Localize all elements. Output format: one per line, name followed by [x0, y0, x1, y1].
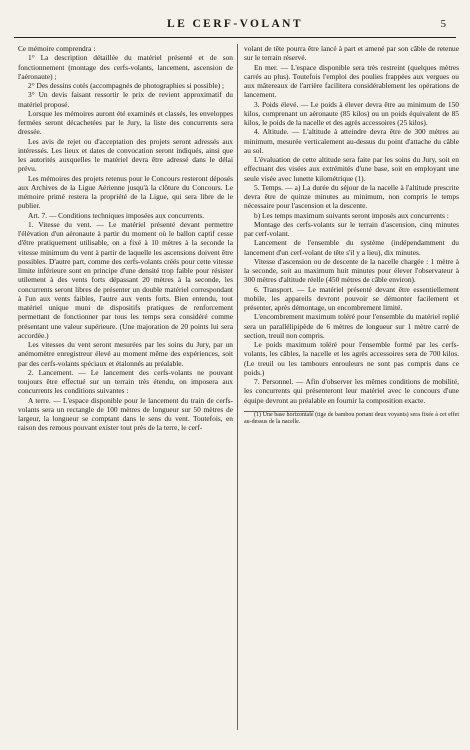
- paragraph: L'encombrement maximum toléré pour l'ensemble du matériel replié sera un parallélipipède de 6 mètres de longueur sur 1 mètre carré de section, treuil non compris.: [244, 312, 459, 340]
- paragraph: 5. Temps. — a) La durée du séjour de la nacelle à l'altitude prescrite devra être de quinze minutes au minimum, non compris le temps nécessaire pour l'ascension et la descente.: [244, 182, 459, 211]
- left-column: [18, 44, 233, 736]
- paragraph: 4. Altitude. — L'altitude à atteindre devra être de 300 mètres au minimum, mesurée verticalement au-dessus du point d'attache du câble au sol.: [244, 127, 459, 155]
- paragraph: 3. Poids élevé. — Le poids à élever devra être au minimum de 150 kilos, comprenant un aéronaute (85 kilos) ou un poids équivalent de 85 kilos, le poids de la nacelle et des agrès accessoires (25 kilos).: [244, 99, 459, 127]
- paragraph: En mer. — L'espace disponible sera très restreint (quelques mètres carrés au plus). Toutefois l'emploi des poulies frappées aux vergues ou aux mâtereaux de l'arrière facilitera considérablement les opérations de lancement.: [244, 62, 459, 100]
- paragraph: Montage des cerfs-volants sur le terrain d'ascension, cinq minutes par cerf-volant.: [244, 219, 459, 238]
- paragraph: 2. Lancement. — Le lancement des cerfs-volants ne pouvant toujours être effectué sur un terrain très étendu, on imposera aux concurrents les conditions suivantes :: [18, 367, 233, 396]
- page-number: 5: [440, 18, 446, 30]
- running-header: [14, 18, 456, 32]
- paragraph: Lancement de l'ensemble du système (indépendamment du lancement d'un cerf-volant de tête s'il y a lieu), dix minutes.: [244, 238, 459, 257]
- paragraph: Lorsque les mémoires auront été examinés et classés, les enveloppes fermées seront décachetées par le Jury, la liste des concurrents sera dressée.: [18, 108, 233, 137]
- article-heading: Art. 7. — Conditions techniques imposées aux concurrents.: [28, 210, 205, 220]
- right-column: [244, 44, 459, 736]
- paragraph: 1° La description détaillée du matériel présenté et de son fonctionnement (montage des cerfs-volants, lancement, ascension de l'aéronaute) ;: [18, 53, 233, 81]
- running-title: LE CERF-VOLANT: [167, 18, 303, 30]
- paragraph: volant de tête pourra être lancé à part et amené par son câble de retenue sur le terrain réservé.: [244, 44, 459, 63]
- footnote: (1) Une base horizontale (tige de bambou portant deux voyants) sera fixée à cet effet au-dessus de la nacelle.: [244, 411, 459, 426]
- paragraph: b) Les temps maximum suivants seront imposés aux concurrents :: [254, 210, 449, 220]
- paragraph: Ce mémoire comprendra :: [18, 44, 96, 53]
- paragraph: Les vitesses du vent seront mesurées par les soins du Jury, par un anémomètre enregistreur élevé au moment même des expériences, soit par des cerfs-volants spéciaux et étalonnés au préalable.: [18, 340, 233, 368]
- paragraph: Vitesse d'ascension ou de descente de la nacelle chargée : 1 mètre à la seconde, soit au maximum huit minutes pour élever l'observateur à 300 mètres d'altitude réelle (450 mètres de câble environ).: [244, 256, 459, 285]
- paragraph: 6. Transport. — Le matériel présenté devant être essentiellement mobile, les appareils devront pouvoir se démonter facilement et présenter, après démontage, un encombrement limité.: [244, 284, 459, 312]
- paragraph: Les avis de rejet ou d'acceptation des projets seront adressés aux intéressés. Les lieux et dates de convocation seront indiqués, ainsi que les autorités auxquelles le matériel devra être adressé dans le délai prévu.: [18, 136, 233, 174]
- paragraph: Le poids maximum toléré pour l'ensemble formé par les cerfs-volants, les câbles, la nacelle et les agrès accessoires sera de 700 kilos. (Le treuil ou les tambours enrouleurs ne sont pas compris dans ce poids.): [244, 340, 459, 377]
- paragraph: L'évaluation de cette altitude sera faite par les soins du Jury, soit en effectuant des visées aux extrémités d'une base, soit en employant une seule visée avec lunette kilométrique (1).: [244, 155, 459, 183]
- paragraph: 2° Des dessins cotés (accompagnés de photographies si possible) ;: [28, 81, 225, 90]
- paragraph: 3° Un devis faisant ressortir le prix de revient approximatif du matériel proposé.: [18, 90, 233, 109]
- paragraph: A terre. — L'espace disponible pour le lancement du train de cerfs-volants sera un rectangle de 100 mètres de longueur sur 50 mètres de largeur, la longueur se comptant dans le sens du vent. Toutefois, en raison des remous pouvant exister tout près de la terre, le cerf-: [18, 395, 233, 433]
- column-divider: [237, 44, 238, 730]
- paragraph: 7. Personnel. — Afin d'observer les mêmes conditions de mobilité, les concurrents qui présenteront leur matériel avec le concours d'une équipe devront au préalable en fournir la composition exacte.: [244, 377, 459, 405]
- paragraph: Les mémoires des projets retenus pour le Concours resteront déposés aux Archives de la Ligue Aérienne jusqu'à la clôture du Concours. Le mémoire primé restera la propriété de la Ligue, qui sera libre de le publier.: [18, 173, 233, 211]
- header-rule: [14, 37, 456, 38]
- paragraph: 1. Vitesse du vent. — Le matériel présenté devant permettre l'élévation d'un aéronaute à partir du moment où le ballon captif cesse d'être pratiquement utilisable, on a fixé à 10 mètres à la seconde la vitesse minimum du vent à partir de laquelle les ascensions doivent être possibles. D'autre part, comme des cerfs-volants créés pour cette vitesse limite inférieure sont en principe d'une densité trop faible pour résister utilement à des vents forts dépassant 20 mètres à la seconde, les concurrents seront libres de présenter un double matériel correspondant à l'un aux vents faibles, l'autre aux vents forts. Bien entendu, tout matériel unique muni de dispositifs pratiques de renforcement permettant de fonctionner par tous les temps sera considéré comme présentant une valeur supérieure. (Une majoration de 20 points lui sera accordée.): [18, 219, 233, 340]
